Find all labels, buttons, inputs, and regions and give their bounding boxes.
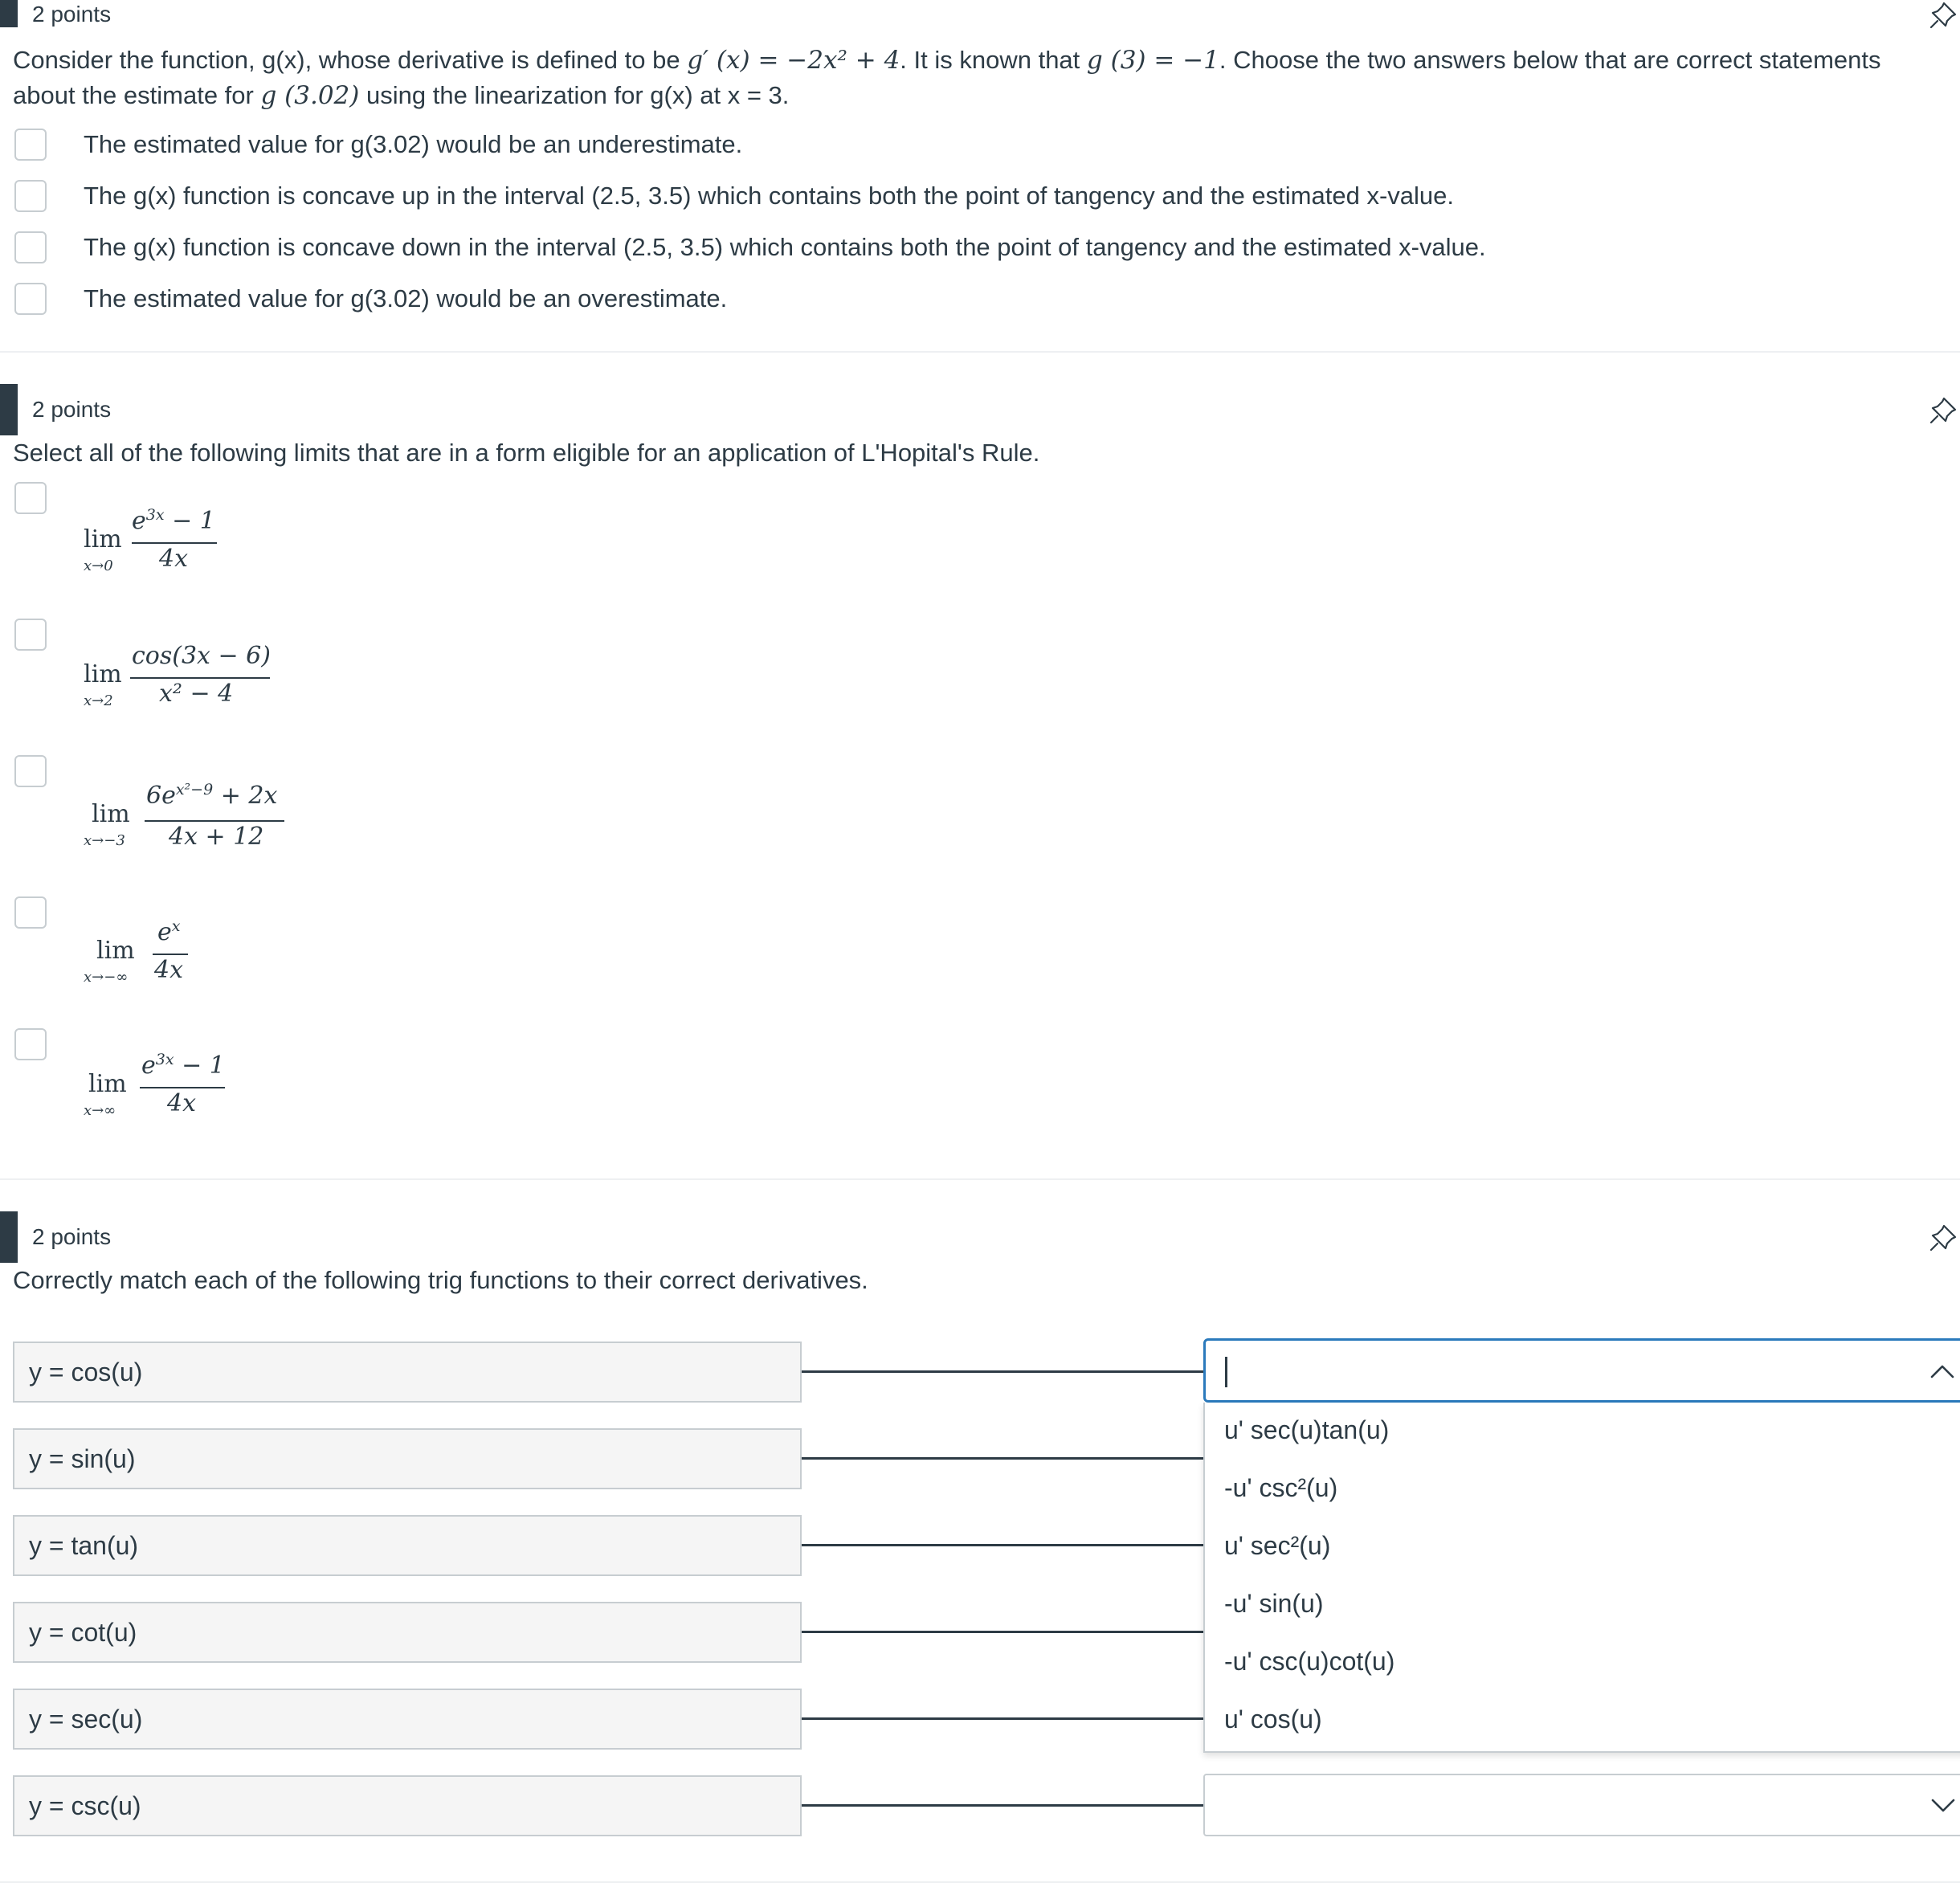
limit-numerator: $e^{3x} - 1$	[141, 1051, 225, 1080]
limit-denominator: x² − 4	[159, 680, 234, 708]
limit-denominator: 4x	[159, 545, 189, 573]
question-points: 2 points	[32, 1224, 112, 1249]
fraction-bar	[132, 542, 217, 544]
limit-word: lim	[92, 800, 130, 828]
chevron-down-icon[interactable]	[1929, 1791, 1957, 1819]
question-marker	[0, 1211, 18, 1263]
limit-subscript: x→0	[84, 557, 113, 574]
match-connector	[802, 1457, 1203, 1460]
answer-checkbox[interactable]	[14, 482, 47, 514]
match-term: y = cos(u)	[13, 1342, 802, 1403]
match-connector	[802, 1631, 1203, 1633]
question-text: Consider the function, g(x), whose derivative is defined to be g′ (x) = −2x² + 4. It is known that g (3) = −1. Choose the two answers below that are correct statements	[13, 46, 1881, 75]
chevron-up-icon[interactable]	[1929, 1358, 1956, 1386]
limit-numerator: $6e^{x^2-9} + 2x$	[146, 781, 278, 810]
fraction-bar	[145, 820, 284, 822]
question-points: 2 points	[32, 397, 112, 422]
limit-numerator: cos(3x − 6)	[132, 642, 271, 670]
fraction-bar	[153, 954, 188, 955]
match-connector	[802, 1717, 1203, 1720]
match-term: y = cot(u)	[13, 1602, 802, 1663]
match-term: y = tan(u)	[13, 1515, 802, 1576]
limit-denominator: 4x + 12	[169, 823, 264, 851]
dropdown-option[interactable]: -u' csc²(u)	[1224, 1473, 1338, 1502]
limit-subscript: x→2	[84, 692, 113, 709]
answer-checkbox[interactable]	[14, 283, 47, 315]
question-marker	[0, 0, 18, 27]
answer-checkbox[interactable]	[14, 1028, 47, 1060]
match-connector	[802, 1544, 1203, 1546]
answer-label: The estimated value for g(3.02) would be an overestimate.	[84, 284, 728, 312]
pin-icon[interactable]	[1928, 1221, 1960, 1253]
answer-checkbox[interactable]	[14, 129, 47, 161]
answer-select[interactable]	[1203, 1774, 1960, 1836]
answer-label: The g(x) function is concave up in the interval (2.5, 3.5) which contains both the point of tangency and the estimated x-value.	[84, 182, 1454, 210]
question-divider	[0, 1178, 1960, 1180]
limit-numerator: $e^x$	[157, 917, 181, 946]
question-text: Select all of the following limits that are in a form eligible for an application of L'Hopital's Rule.	[13, 439, 1040, 467]
question-text: Correctly match each of the following trig functions to their correct derivatives.	[13, 1266, 868, 1294]
dropdown-option[interactable]: u' sec²(u)	[1224, 1531, 1331, 1560]
pin-icon[interactable]	[1928, 0, 1960, 31]
pin-icon[interactable]	[1928, 394, 1960, 426]
fraction-bar	[130, 677, 270, 679]
fraction-bar	[140, 1087, 225, 1088]
question-divider	[0, 351, 1960, 353]
limit-numerator: $e^{3x} - 1$	[132, 506, 215, 535]
question-points: 2 points	[32, 2, 112, 27]
answer-checkbox[interactable]	[14, 231, 47, 263]
match-connector	[802, 1804, 1203, 1807]
limit-subscript: x→−∞	[84, 969, 129, 986]
match-term: y = sec(u)	[13, 1689, 802, 1750]
answer-label: The g(x) function is concave down in the interval (2.5, 3.5) which contains both the point of tangency and the estimated x-value.	[84, 233, 1486, 261]
limit-subscript: x→−3	[84, 832, 125, 849]
question-2	[0, 378, 1960, 1181]
question-text-line2: about the estimate for g (3.02) using the linearization for g(x) at x = 3.	[13, 81, 790, 110]
limit-denominator: 4x	[154, 956, 184, 984]
text-caret	[1225, 1357, 1227, 1387]
limit-denominator: 4x	[167, 1089, 197, 1117]
dropdown-option[interactable]: -u' csc(u)cot(u)	[1224, 1647, 1395, 1676]
answer-checkbox[interactable]	[14, 180, 47, 212]
limit-word: lim	[84, 525, 122, 553]
question-divider	[0, 1881, 1960, 1883]
dropdown-option[interactable]: -u' sin(u)	[1224, 1589, 1324, 1618]
answer-select-open[interactable]	[1203, 1338, 1960, 1403]
match-term: y = csc(u)	[13, 1775, 802, 1836]
match-term: y = sin(u)	[13, 1428, 802, 1489]
dropdown-option[interactable]: u' sec(u)tan(u)	[1224, 1415, 1390, 1444]
match-connector	[802, 1370, 1203, 1373]
dropdown-option[interactable]: u' cos(u)	[1224, 1705, 1322, 1734]
answer-checkbox[interactable]	[14, 896, 47, 929]
answer-dropdown-list	[1203, 1403, 1960, 1753]
answer-checkbox[interactable]	[14, 619, 47, 651]
question-marker	[0, 384, 18, 435]
limit-word: lim	[96, 937, 135, 965]
answer-label: The estimated value for g(3.02) would be an underestimate.	[84, 130, 743, 158]
limit-word: lim	[84, 660, 122, 688]
question-1	[0, 0, 1960, 353]
limit-word: lim	[88, 1070, 127, 1098]
answer-checkbox[interactable]	[14, 755, 47, 787]
limit-subscript: x→∞	[84, 1102, 116, 1119]
